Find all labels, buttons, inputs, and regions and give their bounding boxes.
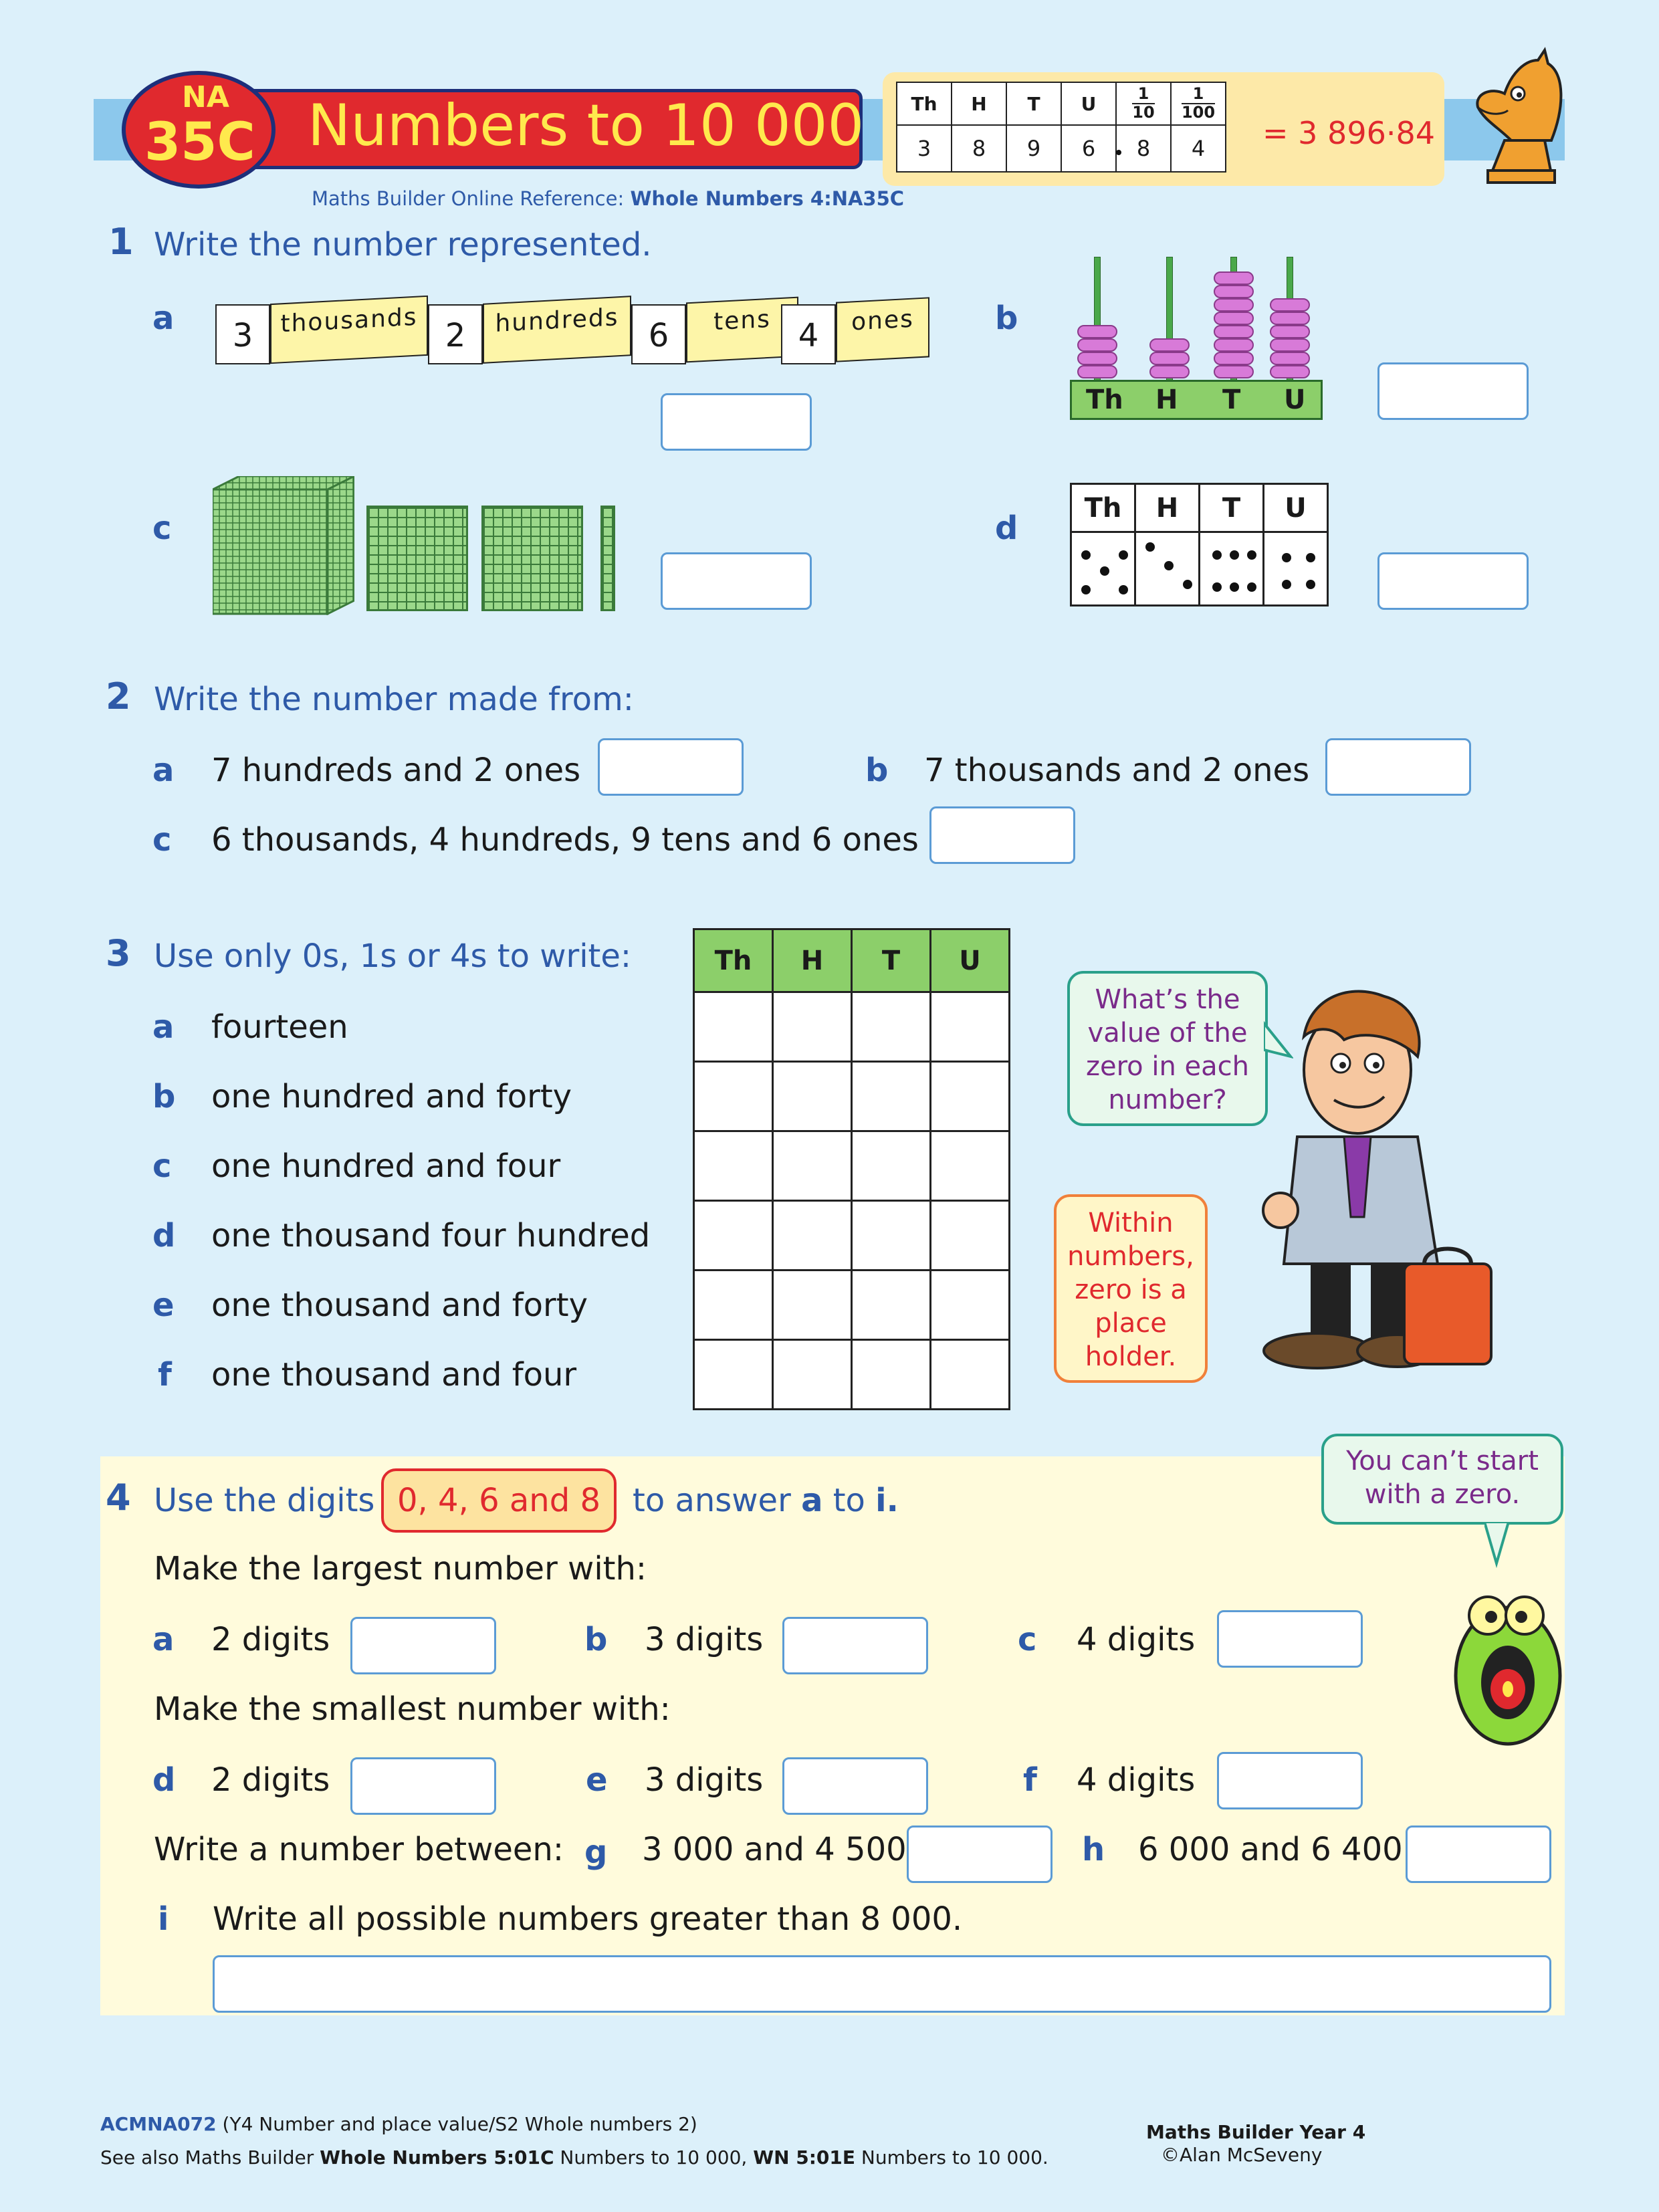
q1d-letter: d: [995, 510, 1018, 547]
q4b-letter: b: [584, 1621, 608, 1658]
abacus-bead: [1077, 338, 1117, 352]
dots-header: U: [1264, 484, 1328, 532]
ribbon-label: thousands: [270, 296, 428, 364]
grid-cell[interactable]: [773, 992, 852, 1062]
abacus-bead: [1270, 338, 1310, 352]
q3b-text: one hundred and forty: [211, 1078, 572, 1115]
online-reference-value: Whole Numbers 4:NA35C: [630, 187, 905, 210]
q2b-letter: b: [865, 752, 889, 789]
q3a-text: fourteen: [211, 1008, 348, 1046]
q4i-answer-box[interactable]: [213, 1955, 1551, 2013]
abacus-bead: [1077, 365, 1117, 378]
pv-digit: 8: [952, 125, 1006, 172]
grid-cell[interactable]: [773, 1131, 852, 1201]
pv-digit: 6: [1061, 125, 1116, 172]
pv-header-tenths: $\frac{1}{10}$: [1116, 82, 1171, 125]
q4a-answer-box[interactable]: [350, 1617, 496, 1674]
between-heading: Write a number between:: [154, 1831, 564, 1868]
abacus-bead: [1214, 285, 1254, 298]
q4c-answer-box[interactable]: [1217, 1610, 1363, 1668]
q1a-letter: a: [152, 300, 175, 337]
q3-place-value-grid: [693, 928, 1010, 1410]
grid-cell[interactable]: [931, 1131, 1010, 1201]
dot: [1306, 553, 1315, 562]
q3e-letter: e: [152, 1287, 175, 1324]
dots-header: H: [1135, 484, 1200, 532]
q4d-text: 2 digits: [211, 1761, 330, 1799]
grid-cell[interactable]: [694, 1062, 773, 1131]
ribbon-digit: 6: [631, 304, 686, 364]
question-3-prompt: Use only 0s, 1s or 4s to write:: [154, 937, 632, 975]
see-also: See also Maths Builder Whole Numbers 5:01C Numbers to 10 000, WN 5:01E Numbers to 10 000.: [100, 2146, 1048, 2169]
online-reference: Maths Builder Online Reference: Whole Numbers 4:NA35C: [312, 187, 905, 210]
dot: [1282, 553, 1291, 562]
q4e-text: 3 digits: [645, 1761, 764, 1799]
curriculum-code: ACMNA072 (Y4 Number and place value/S2 Whole numbers 2): [100, 2113, 697, 2135]
abacus-bead: [1214, 338, 1254, 352]
author-credit: ©Alan McSeveny: [1161, 2144, 1323, 2166]
abacus-bead: [1270, 298, 1310, 312]
pv-digit: 9: [1006, 125, 1061, 172]
grid-cell[interactable]: [931, 992, 1010, 1062]
grid-cell[interactable]: [852, 1201, 931, 1270]
grid-cell[interactable]: [694, 992, 773, 1062]
pv-header: Th: [897, 82, 952, 125]
grid-cell[interactable]: [931, 1340, 1010, 1410]
pv-header-hundredths: $\frac{1}{100}$: [1171, 82, 1226, 125]
q2b-text: 7 thousands and 2 ones: [924, 752, 1310, 789]
dot: [1247, 550, 1256, 560]
book-title: Maths Builder Year 4: [1146, 2121, 1366, 2143]
q3-grid-header: T: [852, 929, 931, 992]
abacus-bead: [1214, 312, 1254, 325]
dot: [1212, 550, 1222, 560]
abacus-bead: [1214, 365, 1254, 378]
grid-cell[interactable]: [773, 1340, 852, 1410]
q4g-text: 3 000 and 4 500: [642, 1831, 907, 1868]
q4i-text: Write all possible numbers greater than 8 000.: [213, 1900, 963, 1938]
dot: [1306, 580, 1315, 589]
boy-cartoon-icon: [1217, 976, 1498, 1391]
pv-header: U: [1061, 82, 1116, 125]
q4g-letter: g: [584, 1834, 608, 1871]
abacus-bead: [1214, 298, 1254, 312]
abacus-bead: [1214, 325, 1254, 338]
ribbon-label: tens: [686, 297, 798, 363]
dot-place-value-table: [1070, 483, 1329, 606]
question-1-prompt: Write the number represented.: [154, 226, 652, 263]
dots-cell: [1135, 532, 1200, 606]
question-4-number: 4: [106, 1476, 131, 1519]
abacus-label: T: [1222, 384, 1241, 415]
grid-cell[interactable]: [852, 1131, 931, 1201]
q4e-letter: e: [586, 1761, 608, 1799]
grid-cell[interactable]: [773, 1201, 852, 1270]
abacus-bead: [1270, 312, 1310, 325]
q4f-text: 4 digits: [1077, 1761, 1196, 1799]
q4e-answer-box[interactable]: [782, 1757, 928, 1815]
q2c-letter: c: [152, 821, 172, 859]
dots-cell: [1071, 532, 1135, 606]
question-2-prompt: Write the number made from:: [154, 681, 634, 718]
q1b-letter: b: [995, 300, 1018, 337]
q4h-letter: h: [1082, 1831, 1105, 1868]
ten-rod-icon: [600, 506, 615, 611]
abacus-label: Th: [1086, 384, 1123, 415]
q1c-answer-box[interactable]: [661, 552, 812, 610]
q2a-answer-box[interactable]: [598, 738, 744, 796]
pv-digit: 4: [1171, 125, 1226, 172]
abacus-bead: [1214, 271, 1254, 285]
dot: [1230, 582, 1239, 592]
q4i-letter: i: [158, 1900, 169, 1938]
green-monster-icon: [1444, 1575, 1571, 1749]
ribbon-label: hundreds: [483, 296, 631, 364]
grid-cell[interactable]: [852, 1340, 931, 1410]
dot: [1212, 582, 1222, 592]
dots-cell: [1264, 532, 1328, 606]
pv-digit: 3: [897, 125, 952, 172]
grid-cell[interactable]: [773, 1062, 852, 1131]
abacus-bead: [1149, 338, 1190, 352]
thousand-cube-icon: [213, 476, 354, 615]
abacus-bead: [1270, 325, 1310, 338]
ribbon-digit: 4: [781, 304, 836, 364]
pv-result: = 3 896·84: [1262, 115, 1436, 151]
q2c-answer-box[interactable]: [929, 806, 1075, 864]
dot: [1145, 542, 1155, 552]
largest-heading: Make the largest number with:: [154, 1550, 647, 1587]
pv-header: T: [1006, 82, 1061, 125]
dot: [1119, 550, 1128, 560]
abacus-bead: [1270, 352, 1310, 365]
abacus-bead: [1149, 352, 1190, 365]
dot: [1247, 582, 1256, 592]
q2a-letter: a: [152, 752, 175, 789]
dot: [1164, 561, 1174, 570]
dot: [1081, 585, 1091, 594]
q3e-text: one thousand and forty: [211, 1287, 588, 1324]
q3a-letter: a: [152, 1008, 175, 1046]
ribbon-label: ones: [836, 297, 929, 362]
page-title: Numbers to 10 000: [308, 92, 865, 159]
dot: [1119, 585, 1128, 594]
grid-cell[interactable]: [694, 1270, 773, 1340]
q4d-letter: d: [152, 1761, 176, 1799]
horse-mascot-icon: [1464, 47, 1578, 187]
speech-bubble-question: What’s the value of the zero in each number?: [1067, 971, 1268, 1126]
smallest-heading: Make the smallest number with:: [154, 1690, 671, 1728]
q4f-letter: f: [1023, 1761, 1037, 1799]
q1d-answer-box[interactable]: [1377, 552, 1529, 610]
grid-cell[interactable]: [694, 1340, 773, 1410]
q1a-answer-box[interactable]: [661, 393, 812, 451]
decimal-point: [1116, 150, 1121, 155]
q4h-text: 6 000 and 6 400: [1138, 1831, 1403, 1868]
q1b-answer-box[interactable]: [1377, 362, 1529, 420]
q4f-answer-box[interactable]: [1217, 1752, 1363, 1809]
q1c-letter: c: [152, 510, 172, 547]
q4d-answer-box[interactable]: [350, 1757, 496, 1815]
grid-cell[interactable]: [852, 992, 931, 1062]
grid-cell[interactable]: [931, 1270, 1010, 1340]
question-2-number: 2: [106, 675, 131, 717]
q3c-letter: c: [152, 1147, 172, 1185]
grid-cell[interactable]: [694, 1201, 773, 1270]
question-4-prompt-start: Use the digits: [154, 1482, 375, 1519]
grid-cell[interactable]: [852, 1062, 931, 1131]
hundred-flat-icon: [481, 506, 583, 611]
q3f-text: one thousand and four: [211, 1356, 577, 1394]
question-4-prompt-end: to answer a to i.: [633, 1482, 899, 1519]
q4a-text: 2 digits: [211, 1621, 330, 1658]
digits-highlight: 0, 4, 6 and 8: [381, 1468, 617, 1533]
grid-cell[interactable]: [931, 1201, 1010, 1270]
abacus-bead: [1270, 365, 1310, 378]
dots-header: T: [1200, 484, 1264, 532]
badge-strand: NA: [182, 80, 229, 114]
q2b-answer-box[interactable]: [1325, 738, 1471, 796]
grid-cell[interactable]: [852, 1270, 931, 1340]
q3f-letter: f: [158, 1356, 172, 1394]
dots-header: Th: [1071, 484, 1135, 532]
q3d-text: one thousand four hundred: [211, 1217, 651, 1254]
q4g-answer-box[interactable]: [907, 1826, 1053, 1883]
pv-digit: 8: [1116, 125, 1171, 172]
place-value-table: [896, 82, 1226, 173]
bubble-tail: [1484, 1522, 1511, 1569]
abacus-label: U: [1284, 384, 1306, 415]
grid-cell[interactable]: [694, 1131, 773, 1201]
abacus-bead: [1077, 352, 1117, 365]
q4h-answer-box[interactable]: [1406, 1826, 1551, 1883]
ribbon-digit: 3: [215, 304, 270, 364]
pv-header: H: [952, 82, 1006, 125]
dot: [1100, 566, 1109, 576]
dot: [1282, 580, 1291, 589]
q3b-letter: b: [152, 1078, 176, 1115]
q3-grid-header: U: [931, 929, 1010, 992]
dot: [1081, 550, 1091, 560]
q3c-text: one hundred and four: [211, 1147, 561, 1185]
grid-cell[interactable]: [931, 1062, 1010, 1131]
hundred-flat-icon: [366, 506, 468, 611]
q2c-text: 6 thousands, 4 hundreds, 9 tens and 6 ones: [211, 821, 919, 859]
dot: [1230, 550, 1239, 560]
q4a-letter: a: [152, 1621, 175, 1658]
q2a-text: 7 hundreds and 2 ones: [211, 752, 581, 789]
badge-code: 35C: [144, 112, 255, 173]
speech-bubble-zero: You can’t start with a zero.: [1321, 1434, 1563, 1525]
abacus-label: H: [1155, 384, 1178, 415]
question-3-number: 3: [106, 932, 131, 974]
abacus-bead: [1149, 365, 1190, 378]
dots-cell: [1200, 532, 1264, 606]
q4b-answer-box[interactable]: [782, 1617, 928, 1674]
q4c-text: 4 digits: [1077, 1621, 1196, 1658]
grid-cell[interactable]: [773, 1270, 852, 1340]
q3-grid-header: H: [773, 929, 852, 992]
ribbon-digit: 2: [428, 304, 483, 364]
question-1-number: 1: [108, 221, 134, 263]
q3d-letter: d: [152, 1217, 176, 1254]
abacus-bead: [1077, 325, 1117, 338]
dot: [1183, 580, 1192, 589]
abacus-bead: [1214, 352, 1254, 365]
q4c-letter: c: [1018, 1621, 1037, 1658]
q4b-text: 3 digits: [645, 1621, 764, 1658]
tip-box: Within numbers, zero is a place holder.: [1054, 1194, 1208, 1383]
q3-grid-header: Th: [694, 929, 773, 992]
